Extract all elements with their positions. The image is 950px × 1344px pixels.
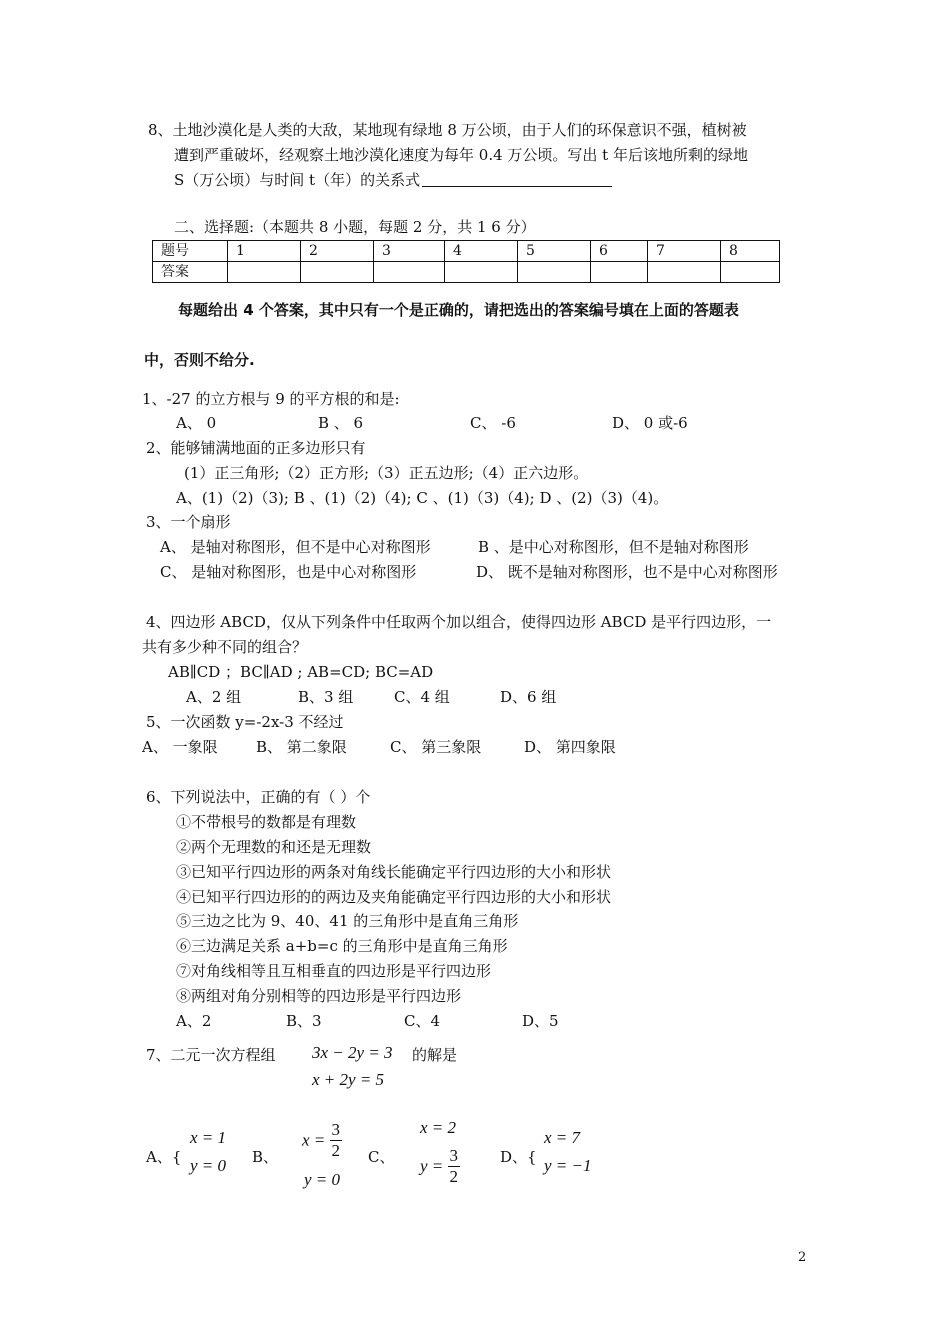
q7-option-c-y-left: y = <box>420 1156 444 1176</box>
q5-option-c: C、 第三象限 <box>390 738 482 756</box>
q1-option-a: A、 0 <box>176 414 217 432</box>
q7-option-d-x: x = 7 <box>544 1128 581 1147</box>
table-cell-number: 4 <box>445 241 518 262</box>
q2-options: A、(1)（2)（3); B 、(1)（2)（4); C 、(1)（3)（4); D 、(2)（3)（4)。 <box>176 489 669 507</box>
q1-option-c: C、 -6 <box>470 414 516 432</box>
fraction-numerator: 3 <box>449 1146 459 1165</box>
q7-equation-2: x + 2y = 5 <box>312 1070 385 1089</box>
fraction-numerator: 3 <box>331 1120 341 1139</box>
q5-option-b: B、 第二象限 <box>256 738 347 756</box>
fraction-denominator: 2 <box>449 1167 459 1186</box>
q7-option-c-x: x = 2 <box>420 1118 457 1137</box>
fraction-denominator: 2 <box>331 1141 341 1160</box>
q1-stem: 1、-27 的立方根与 9 的平方根的和是: <box>142 390 400 408</box>
q2-sub: (1）正三角形;（2）正方形;（3）正五边形;（4）正六边形。 <box>184 464 589 482</box>
q1-option-b: B 、 6 <box>318 414 364 432</box>
q8-line3: S（万公顷）与时间 t（年）的关系式 <box>174 170 612 190</box>
answer-cell[interactable] <box>648 262 721 283</box>
q7-option-c-label: C、 <box>368 1148 395 1166</box>
q7-option-b-label: B、 <box>252 1148 279 1166</box>
table-cell-number: 8 <box>721 241 780 262</box>
q7-option-b-y: y = 0 <box>304 1170 341 1189</box>
answer-table <box>152 240 780 283</box>
q7-option-b-x-left: x = <box>302 1130 326 1150</box>
q4-option-c: C、4 组 <box>394 688 450 706</box>
q6-option-c: C、4 <box>404 1012 441 1030</box>
q4-option-b: B、3 组 <box>298 688 354 706</box>
instruction-line1: 每题给出 4 个答案，其中只有一个是正确的，请把选出的答案编号填在上面的答题表 <box>178 301 739 319</box>
table-header-label: 题号 <box>153 241 228 262</box>
table-row <box>153 241 780 262</box>
q4-option-a: A、2 组 <box>186 688 242 706</box>
page-number: 2 <box>798 1250 807 1265</box>
answer-blank[interactable] <box>422 170 612 187</box>
q6-option-d: D、5 <box>522 1012 559 1030</box>
q6-item: ③已知平行四边形的两条对角线长能确定平行四边形的大小和形状 <box>176 863 612 881</box>
table-cell-number: 7 <box>648 241 721 262</box>
q4-option-d: D、6 组 <box>500 688 557 706</box>
q3-option-c: C、 是轴对称图形，也是中心对称图形 <box>160 563 417 581</box>
q6-item: ①不带根号的数都是有理数 <box>176 813 357 831</box>
answer-cell[interactable] <box>721 262 780 283</box>
section2-heading: 二、选择题:（本题共 8 小题，每题 2 分，共 1 6 分） <box>174 218 536 236</box>
table-cell-number: 3 <box>374 241 445 262</box>
q7-stem-suffix: 的解是 <box>412 1046 458 1064</box>
q4-line2: 共有多少种不同的组合？ <box>142 638 308 656</box>
instruction-line2: 中，否则不给分. <box>144 351 255 369</box>
q6-item: ⑦对角线相等且互相垂直的四边形是平行四边形 <box>176 962 492 980</box>
q7-option-a-y: y = 0 <box>190 1156 227 1175</box>
q7-option-d-y: y = −1 <box>544 1156 592 1175</box>
table-cell-number: 1 <box>228 241 301 262</box>
q3-stem: 3、一个扇形 <box>146 513 231 531</box>
q6-option-b: B、3 <box>286 1012 322 1030</box>
table-row <box>153 262 780 283</box>
q6-item: ②两个无理数的和还是无理数 <box>176 838 372 856</box>
q3-option-a: A、 是轴对称图形，但不是中心对称图形 <box>160 538 431 556</box>
q2-stem: 2、能够铺满地面的正多边形只有 <box>146 439 366 457</box>
fraction <box>330 1120 343 1161</box>
answer-cell[interactable] <box>374 262 445 283</box>
table-answer-label: 答案 <box>153 262 228 283</box>
answer-cell[interactable] <box>591 262 648 283</box>
table-cell-number: 6 <box>591 241 648 262</box>
table-cell-number: 5 <box>518 241 591 262</box>
q7-equation-1: 3x − 2y = 3 <box>312 1043 393 1062</box>
q7-option-a-label: A、{ <box>146 1148 182 1166</box>
answer-cell[interactable] <box>445 262 518 283</box>
answer-cell[interactable] <box>301 262 374 283</box>
fraction <box>448 1146 461 1187</box>
q3-option-b: B 、是中心对称图形，但不是轴对称图形 <box>478 538 749 556</box>
q6-item: ⑥三边满足关系 a+b=c 的三角形中是直角三角形 <box>176 937 508 955</box>
q3-option-d: D、 既不是轴对称图形，也不是中心对称图形 <box>476 563 778 581</box>
q5-option-a: A、 一象限 <box>142 738 218 756</box>
q7-stem-prefix: 7、二元一次方程组 <box>146 1046 276 1064</box>
q6-item: ⑧两组对角分别相等的四边形是平行四边形 <box>176 987 462 1005</box>
q6-option-a: A、2 <box>176 1012 212 1030</box>
q5-stem: 5、一次函数 y=-2x-3 不经过 <box>146 713 344 731</box>
answer-cell[interactable] <box>518 262 591 283</box>
q4-line1: 4、四边形 ABCD，仅从下列条件中任取两个加以组合，使得四边形 ABCD 是平行四边形，一 <box>146 613 772 631</box>
q7-option-c-y <box>420 1146 460 1187</box>
q5-option-d: D、 第四象限 <box>524 738 616 756</box>
q8-line1: 8、土地沙漠化是人类的大敌，某地现有绿地 8 万公顷，由于人们的环保意识不强，植树被 <box>148 121 747 139</box>
answer-cell[interactable] <box>228 262 301 283</box>
q6-stem: 6、下列说法中，正确的有（ ）个 <box>146 788 371 806</box>
q7-option-a-x: x = 1 <box>190 1128 227 1147</box>
q1-option-d: D、 0 或-6 <box>612 414 688 432</box>
q4-conditions: AB∥CD ；BC∥AD ; AB=CD; BC=AD <box>168 663 434 681</box>
table-cell-number: 2 <box>301 241 374 262</box>
q7-option-d-label: D、{ <box>500 1148 537 1166</box>
q6-item: ⑤三边之比为 9、40、41 的三角形中是直角三角形 <box>176 912 519 930</box>
q8-line2: 遭到严重破坏，经观察土地沙漠化速度为每年 0.4 万公顷。写出 t 年后该地所剩的绿地 <box>174 146 748 164</box>
q6-item: ④已知平行四边形的的两边及夹角能确定平行四边形的大小和形状 <box>176 888 612 906</box>
q7-option-b-x <box>302 1120 342 1161</box>
